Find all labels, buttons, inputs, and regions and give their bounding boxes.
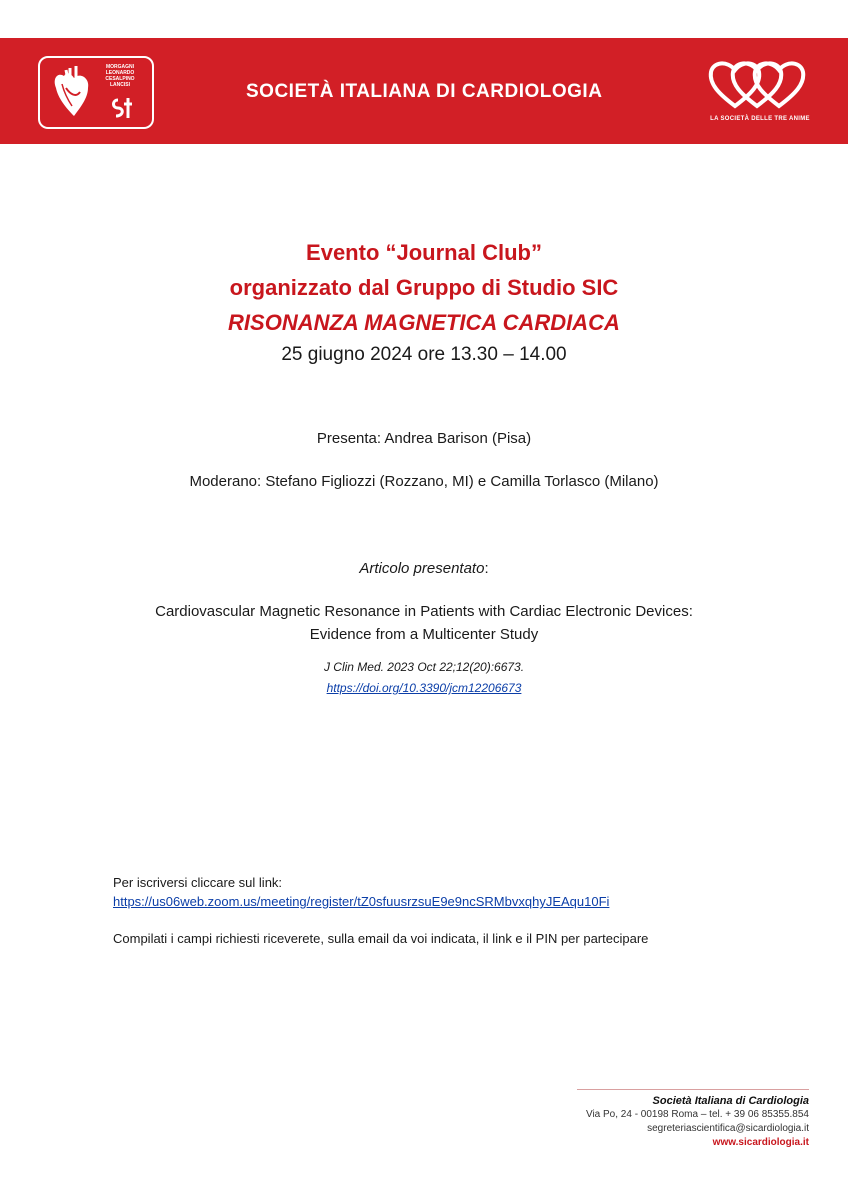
society-name: SOCIETÀ ITALIANA DI CARDIOLOGIA	[246, 81, 603, 102]
event-title: Evento “Journal Club”	[306, 240, 542, 265]
event-organizer: organizzato dal Gruppo di Studio SIC	[229, 275, 619, 300]
presenter: Presenta: Andrea Barison (Pisa)	[316, 430, 532, 447]
footer-org: Società Italiana di Cardiologia	[652, 1095, 809, 1107]
header-banner	[0, 38, 848, 144]
zoom-registration-link[interactable]: https://us06web.zoom.us/meeting/register/tZ0sfuusrzsuE9e9ncSRMbvxqhyJEAqu10Fi	[113, 894, 610, 909]
registration-label: Per iscriversi cliccare sul link:	[113, 875, 283, 890]
article-citation: J Clin Med. 2023 Oct 22;12(20):6673.	[323, 660, 525, 674]
footer-website[interactable]: www.sicardiologia.it	[712, 1137, 809, 1148]
registration-note: Compilati i campi richiesti riceverete, sulla email da voi indicata, il link e il PIN per partecipare	[113, 931, 649, 946]
moderators: Moderano: Stefano Figliozzi (Rozzano, MI) e Camilla Torlasco (Milano)	[189, 473, 659, 490]
event-date: 25 giugno 2024 ore 13.30 – 14.00	[281, 344, 567, 365]
logo-names: MORGAGNI LEONARDO CESALPINO LANCISI	[105, 64, 135, 88]
sic-logo	[38, 56, 154, 129]
society-tagline: LA SOCIETÀ DELLE TRE ANIME	[710, 116, 810, 122]
article-title: Cardiovascular Magnetic Resonance in Patients with Cardiac Electronic Devices: Evidence from a Multicenter Study	[155, 603, 693, 643]
footer	[586, 1094, 809, 1150]
footer-email[interactable]: segreteriascientifica@sicardiologia.it	[647, 1123, 809, 1134]
footer-address: Via Po, 24 - 00198 Roma – tel. + 39 06 85355.854	[585, 1109, 809, 1120]
doi-link[interactable]: https://doi.org/10.3390/jcm12206673	[326, 681, 522, 695]
three-hearts-logo-icon	[705, 54, 809, 114]
article-label: Articolo presentato:	[359, 560, 489, 577]
study-group-name: RISONANZA MAGNETICA CARDIACA	[228, 310, 620, 335]
footer-divider	[577, 1089, 809, 1090]
sic-monogram-icon	[40, 58, 152, 127]
